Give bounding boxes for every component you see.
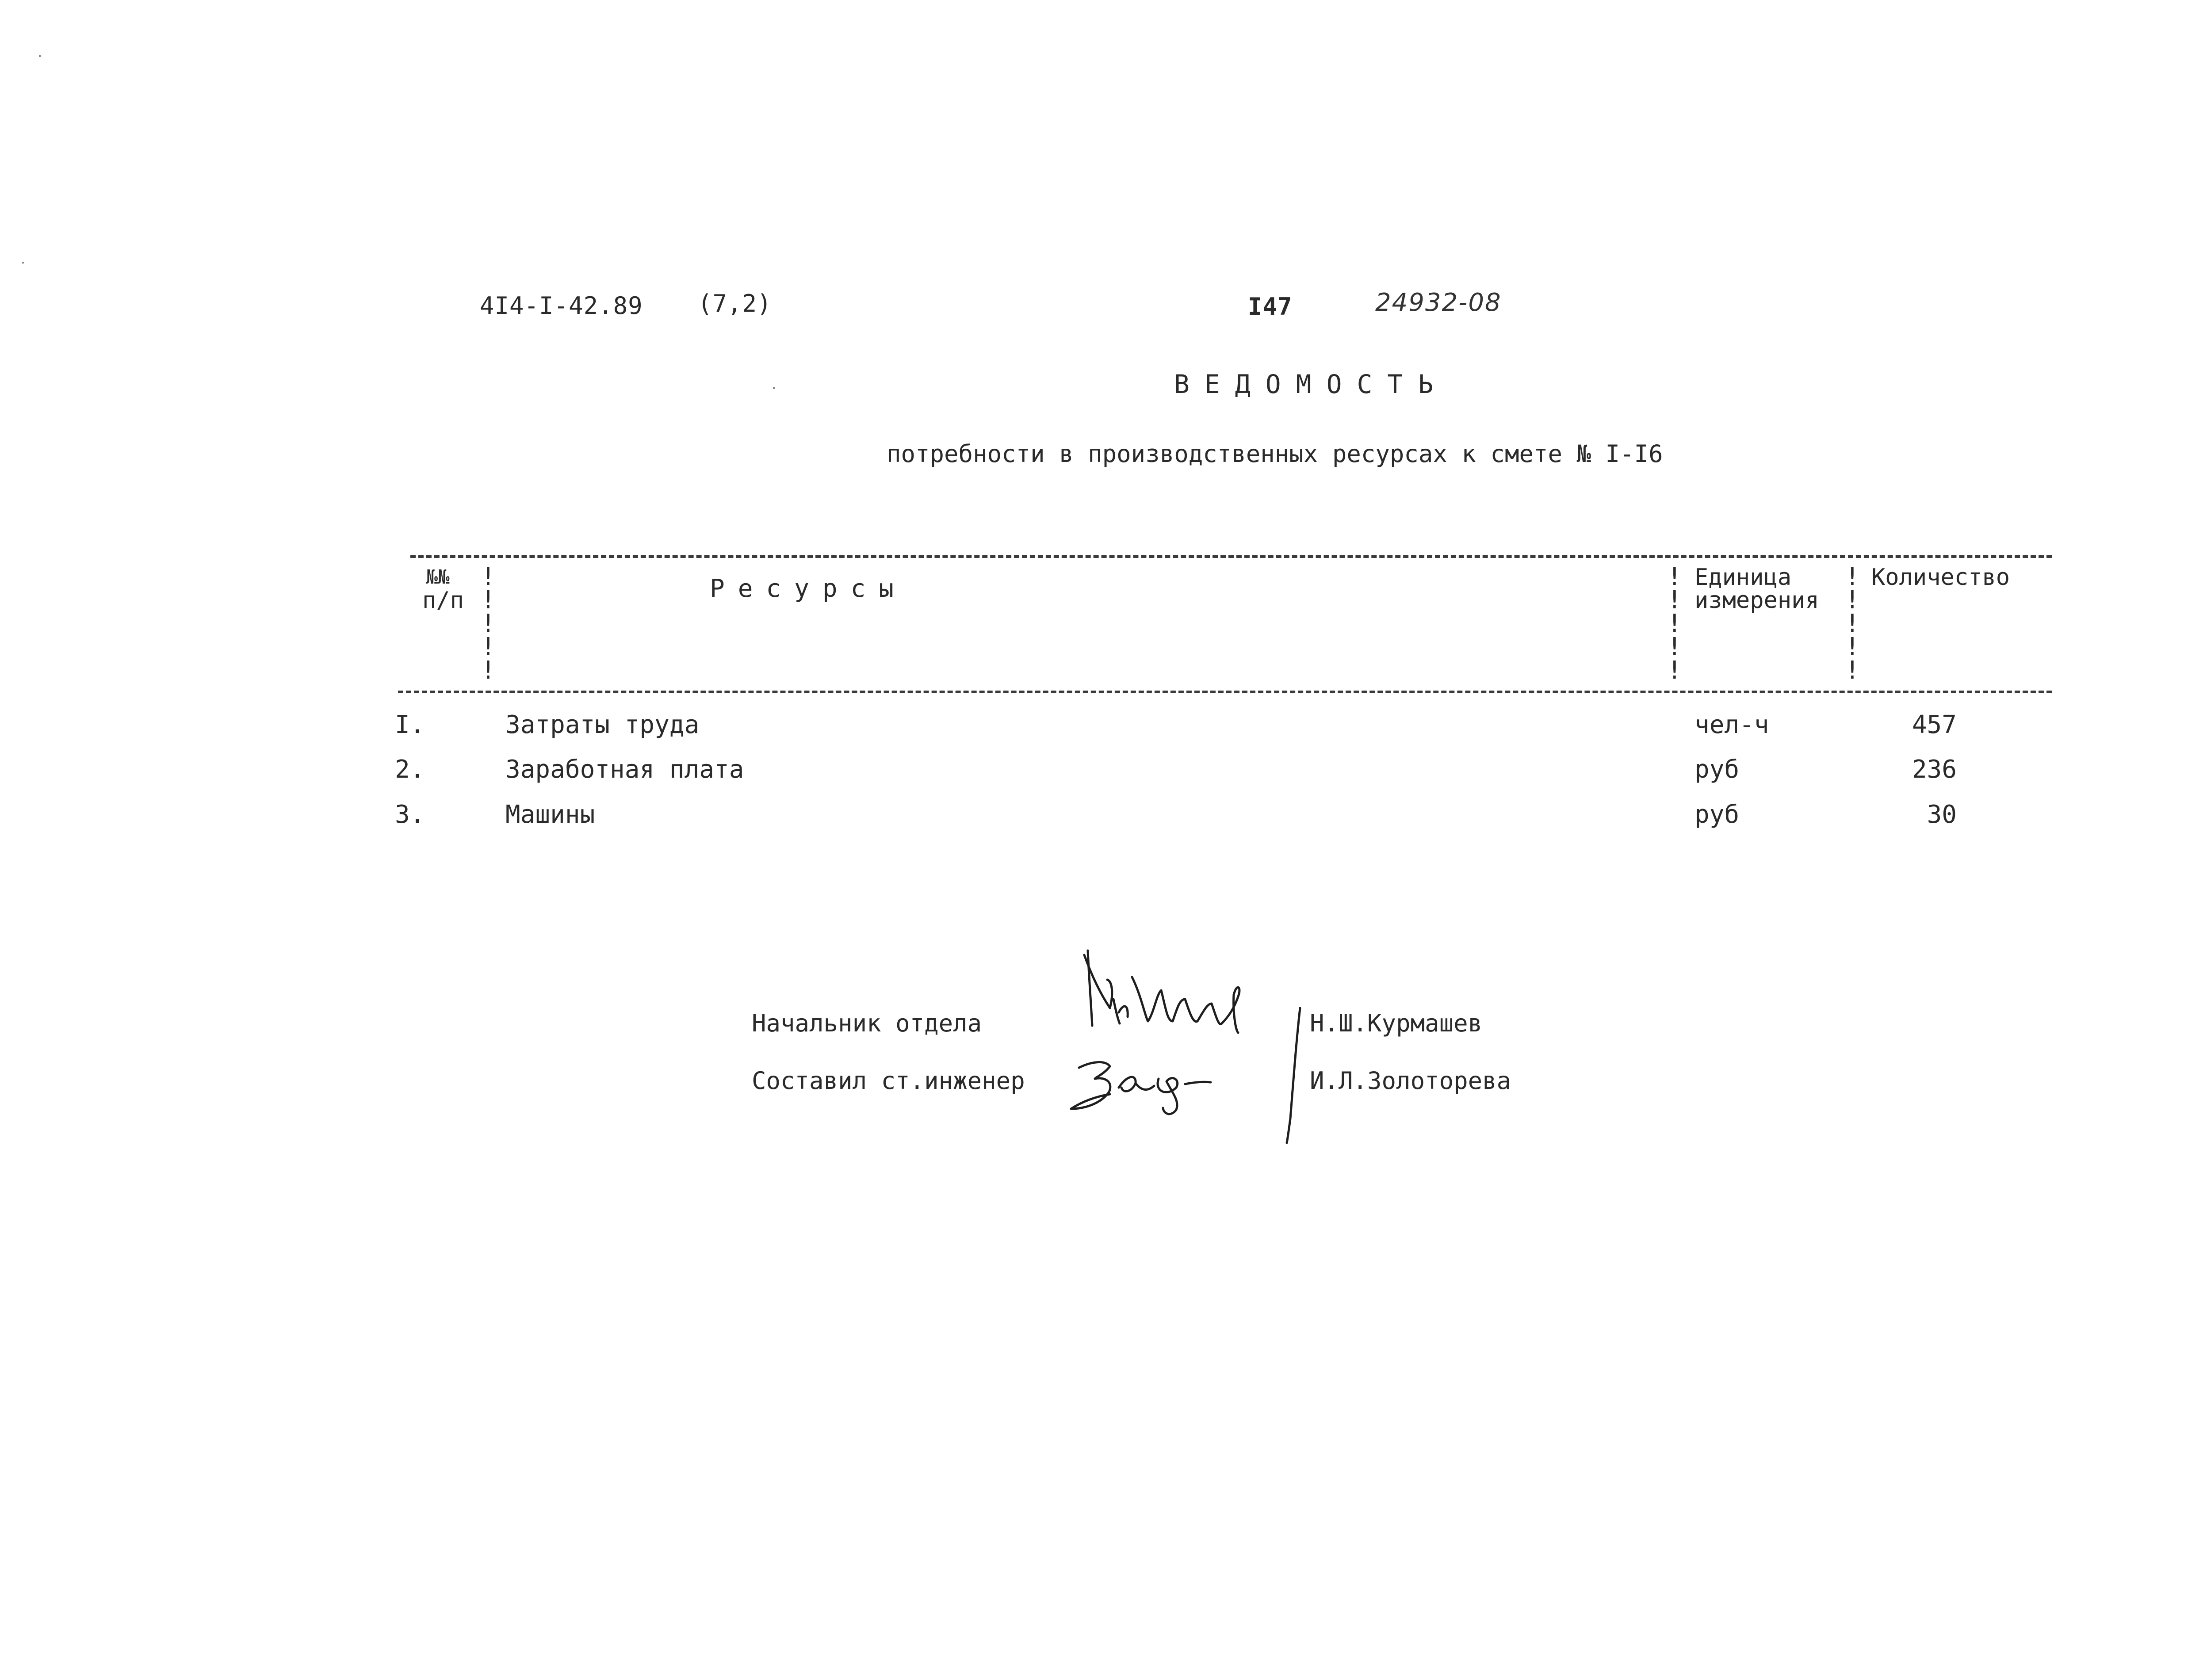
scan-speck	[773, 387, 775, 389]
document-title: ВЕДОМОСТЬ	[1174, 369, 1449, 399]
resource-name: Затраты труда	[505, 710, 700, 739]
resource-name: Машины	[505, 800, 595, 829]
page-number: I47	[1248, 293, 1293, 321]
table-top-rule	[410, 555, 2052, 558]
resource-unit: чел-ч	[1694, 710, 1769, 739]
col-header-quantity: Количество	[1871, 564, 2010, 591]
scan-speck	[22, 262, 24, 263]
col-header-unit-line2: измерения	[1694, 587, 1819, 614]
signature-stroke	[1113, 999, 1128, 1023]
row-number: 3.	[395, 800, 425, 829]
signer-role: Начальник отдела	[752, 1009, 982, 1037]
column-separator: ! ! ! ! !	[1845, 562, 1860, 685]
signature-stroke	[1158, 1078, 1178, 1114]
col-header-number-line1: №№	[426, 566, 450, 588]
scan-speck	[39, 55, 41, 57]
col-header-number-line2: п/п	[422, 587, 464, 614]
document-subtitle: потребности в производственных ресурсах к смете № I-I6	[887, 440, 1663, 468]
signer-name: И.Л.Золоторева	[1310, 1067, 1511, 1095]
resource-quantity: 236	[1912, 755, 1957, 784]
resource-quantity: 30	[1927, 800, 1957, 829]
col-header-unit-line1: Единица	[1694, 564, 1792, 591]
row-number: I.	[395, 710, 425, 739]
handwritten-signatures	[1061, 942, 1415, 1145]
section-number: (7,2)	[698, 290, 772, 317]
col-header-unit	[1694, 566, 1819, 612]
signer-name: Н.Ш.Курмашев	[1310, 1009, 1483, 1037]
signature-stroke	[1119, 1077, 1154, 1091]
col-header-resources: Ресурсы	[710, 574, 907, 603]
signature-stroke	[1071, 1062, 1110, 1109]
column-separator: ! ! ! ! !	[481, 562, 496, 685]
resource-quantity: 457	[1912, 710, 1957, 739]
doc-code: 4I4-I-42.89	[480, 292, 643, 320]
col-header-number	[422, 566, 464, 614]
signature-stroke	[1132, 977, 1239, 1033]
resource-unit: руб	[1694, 755, 1740, 784]
resource-name: Заработная плата	[505, 755, 744, 784]
signature-stroke	[1185, 1082, 1211, 1084]
row-number: 2.	[395, 755, 425, 784]
column-separator: ! ! ! ! !	[1667, 562, 1682, 685]
signer-role: Составил ст.инженер	[752, 1067, 1025, 1095]
archive-number: 24932-08	[1375, 288, 1502, 317]
resource-unit: руб	[1694, 800, 1740, 829]
table-header-bottom-rule	[398, 691, 2052, 693]
signature-stroke	[1088, 951, 1092, 1026]
signature-stroke	[1287, 1008, 1300, 1143]
